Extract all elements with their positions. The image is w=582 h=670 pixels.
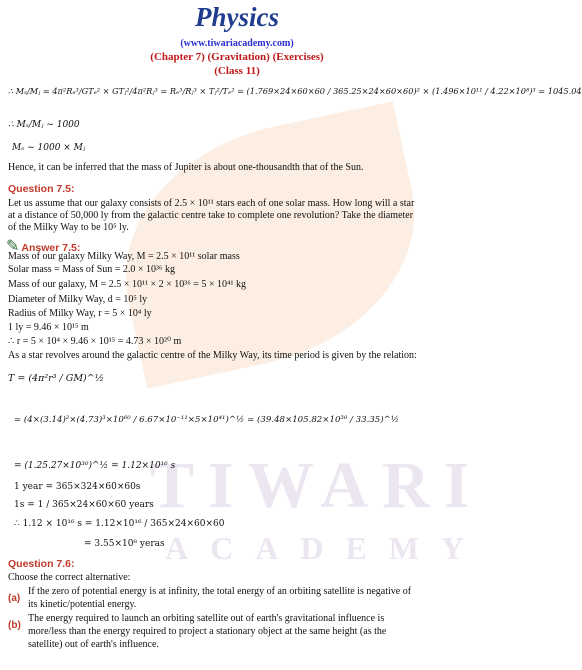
option-b-text: The energy required to launch an orbiting satellite out of earth's gravitational influence is	[28, 613, 385, 624]
answer-line: As a star revolves around the galactic centre of the Milky Way, its time period is given by the relation:	[8, 350, 417, 361]
question-7-5-heading: Question 7.5:	[8, 183, 75, 195]
watermark-tiwari: TIWARI	[150, 449, 484, 522]
equation-mass-ratio: ∴ Mₛ/Mⱼ = 4π²Rₑ³/GTₑ² × GTⱼ²/4π²Rⱼ³ = Rₑ³/Rⱼ³ × Tⱼ²/Tₑ² = (1.769×24×60×60 / 365.25×24×60×60)² × (1.496×10¹¹ / 4.22×10⁸)³ = 1045.04	[8, 86, 582, 96]
equation-conversion: ∴ 1.12 × 10¹⁶ s = 1.12×10¹⁶ / 365×24×60×60	[14, 519, 225, 529]
question-7-5-text: of the Milky Way to be 10⁵ ly.	[8, 222, 129, 233]
equation-period-substitution: = (4×(3.14)²×(4.73)³×10⁶⁰ / 6.67×10⁻¹¹×5×10⁴¹)^½ = (39.48×105.82×10³⁰ / 33.35)^½	[14, 415, 400, 425]
question-7-5-text: at a distance of 50,000 ly from the galactic centre take to complete one revolution? Take the diameter	[8, 210, 414, 221]
option-a-text: If the zero of potential energy is at infinity, the total energy of an orbiting satellite is negative of	[28, 586, 412, 597]
answer-line: Solar mass = Mass of Sun = 2.0 × 10³⁶ kg	[8, 264, 176, 275]
equation-period-result: = (1.25.27×10³⁰)^½ = 1.12×10¹⁶ s	[14, 461, 176, 471]
question-7-5-text: Let us assume that our galaxy consists of 2.5 × 10¹¹ stars each of one solar mass. How long will a star	[8, 198, 415, 209]
answer-line: Radius of Milky Way, r = 5 × 10⁴ ly	[8, 308, 152, 319]
conclusion-text: Hence, it can be inferred that the mass of Jupiter is about one-thousandth that of the Sun.	[8, 162, 364, 173]
option-b-text: more/less than the energy required to project a stationary object at the same height (as the	[28, 626, 387, 637]
option-a-label: (a)	[8, 593, 21, 604]
watermark-academy: ACADEMY	[165, 530, 487, 566]
question-7-6-text: Choose the correct alternative:	[8, 572, 131, 583]
question-7-6-heading: Question 7.6:	[8, 558, 75, 570]
equation-second-years: 1s = 1 / 365×24×60×60 years	[14, 500, 154, 510]
option-b-label: (b)	[8, 620, 21, 631]
option-a-text: its kinetic/potential energy.	[28, 599, 137, 610]
answer-line: ∴ r = 5 × 10⁴ × 9.46 × 10¹⁵ = 4.73 × 10²⁰ m	[8, 336, 182, 347]
option-a	[8, 586, 20, 605]
class-subtitle: (Class 11)	[214, 65, 260, 77]
answer-line: Diameter of Milky Way, d = 10⁵ ly	[8, 294, 148, 305]
equation-sun-mass: Mₛ ~ 1000 × Mⱼ	[12, 143, 86, 153]
equation-ratio-approx: ∴ Mₛ/Mⱼ ~ 1000	[8, 120, 80, 130]
pen-icon: ✎	[6, 236, 20, 255]
equation-final-answer: = 3.55×10⁸ yeras	[84, 539, 165, 549]
website-link[interactable]: (www.tiwariacademy.com)	[180, 38, 294, 49]
option-b-text: satellite) out of earth's influence.	[28, 639, 159, 650]
answer-line: Mass of our galaxy, M = 2.5 × 10¹¹ × 2 × 10³⁶ = 5 × 10⁴¹ kg	[8, 279, 246, 290]
answer-line: Mass of our galaxy Milky Way, M = 2.5 × 10¹¹ solar mass	[8, 251, 240, 262]
answer-line: 1 ly = 9.46 × 10¹⁵ m	[8, 322, 89, 333]
page-title: Physics	[195, 2, 279, 32]
answer-7-5-label: Answer 7.5:	[21, 242, 81, 254]
chapter-subtitle: (Chapter 7) (Gravitation) (Exercises)	[150, 51, 324, 63]
option-b	[8, 613, 21, 632]
equation-period-formula: T = (4π²r³ / GM)^½	[8, 373, 104, 384]
equation-year-seconds: 1 year = 365×324×60×60s	[14, 482, 141, 492]
